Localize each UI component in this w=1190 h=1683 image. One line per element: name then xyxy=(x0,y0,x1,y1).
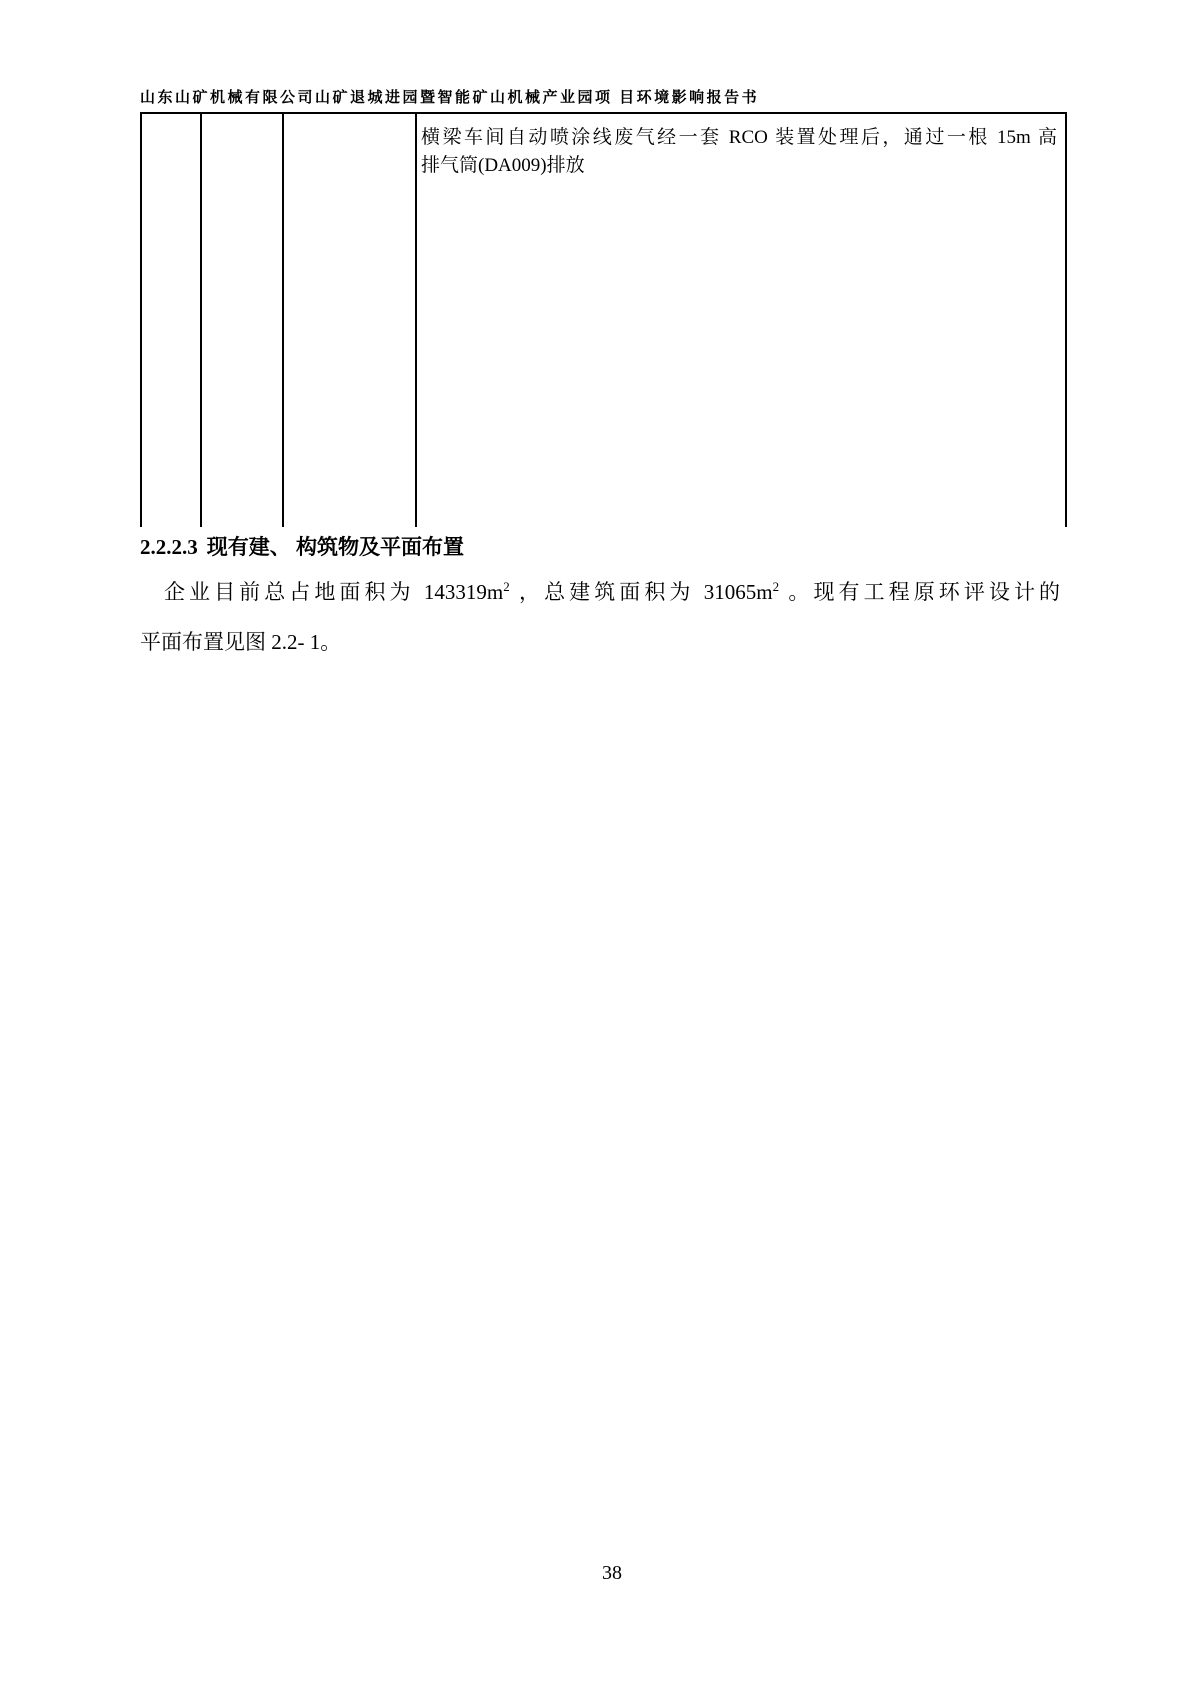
table-border-column-4 xyxy=(415,114,417,527)
table-border-column-2 xyxy=(200,114,202,527)
running-header-title: 山东山矿机械有限公司山矿退城进园暨智能矿山机械产业园项 目环境影响报告书 xyxy=(140,89,760,106)
table-border-left xyxy=(140,114,142,527)
paragraph-text: ，总建筑面积为 31065m xyxy=(509,580,773,604)
body-paragraph-line-2: 平面布置见图 2.2- 1。 xyxy=(140,630,342,654)
table-cell-exhaust-treatment xyxy=(421,124,1057,180)
table-border-column-3 xyxy=(282,114,284,527)
table-border-right xyxy=(1065,114,1067,527)
superscript-2: 2 xyxy=(503,579,510,594)
body-paragraph-line-1 xyxy=(140,579,1060,605)
paragraph-text: 。现有工程原环评设计的 xyxy=(779,580,1061,604)
table-cell-text-line: 排气筒(DA009)排放 xyxy=(421,155,585,176)
paragraph-text: 企业目前总占地面积为 143319m xyxy=(164,580,504,604)
section-heading xyxy=(140,534,1070,560)
page-number: 38 xyxy=(602,1562,622,1584)
section-number: 2.2.2.3 xyxy=(140,535,198,559)
continued-table-fragment xyxy=(140,112,1067,527)
section-title: 现有建、 构筑物及平面布置 xyxy=(206,535,464,559)
table-cell-text-line: 横梁车间自动喷涂线废气经一套 RCO 装置处理后，通过一根 15m 高 xyxy=(421,127,1057,148)
superscript-2: 2 xyxy=(772,579,780,594)
